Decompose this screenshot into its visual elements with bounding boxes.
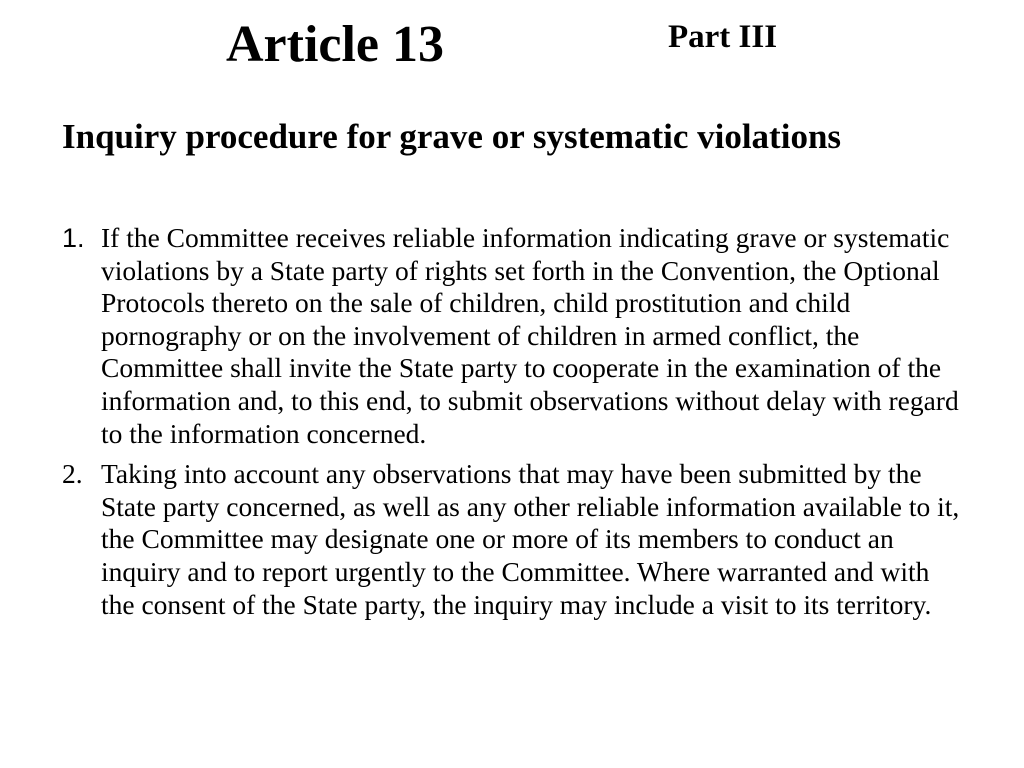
paragraph-text: Taking into account any observations that may have been submitted by the State party concerned, as well as any other reliable information available to it, the Committee may designate one or more of its members to conduct an inquiry and to report urgently to the Committee. Where warranted and with the consent of the State party, the inquiry may include a visit to its territory. <box>101 458 960 620</box>
paragraph-list <box>62 222 962 629</box>
section-heading: Inquiry procedure for grave or systematic violations <box>62 117 842 156</box>
paragraph-number: 2. <box>62 458 83 490</box>
article-title: Article 13 <box>226 16 445 73</box>
paragraph-item <box>62 458 962 621</box>
paragraph-number: 1. <box>62 223 85 253</box>
paragraph-item <box>62 222 962 450</box>
paragraph-text: If the Committee receives reliable information indicating grave or systematic violations by a State party of rights set forth in the Convention, the Optional Protocols thereto on the sale of children, child prostitution and child pornography or on the involvement of children in armed conflict, the Committee shall invite the State party to cooperate in the examination of the information and, to this end, to submit observations without delay with regard to the information concerned. <box>101 222 959 449</box>
part-label: Part III <box>668 19 778 55</box>
